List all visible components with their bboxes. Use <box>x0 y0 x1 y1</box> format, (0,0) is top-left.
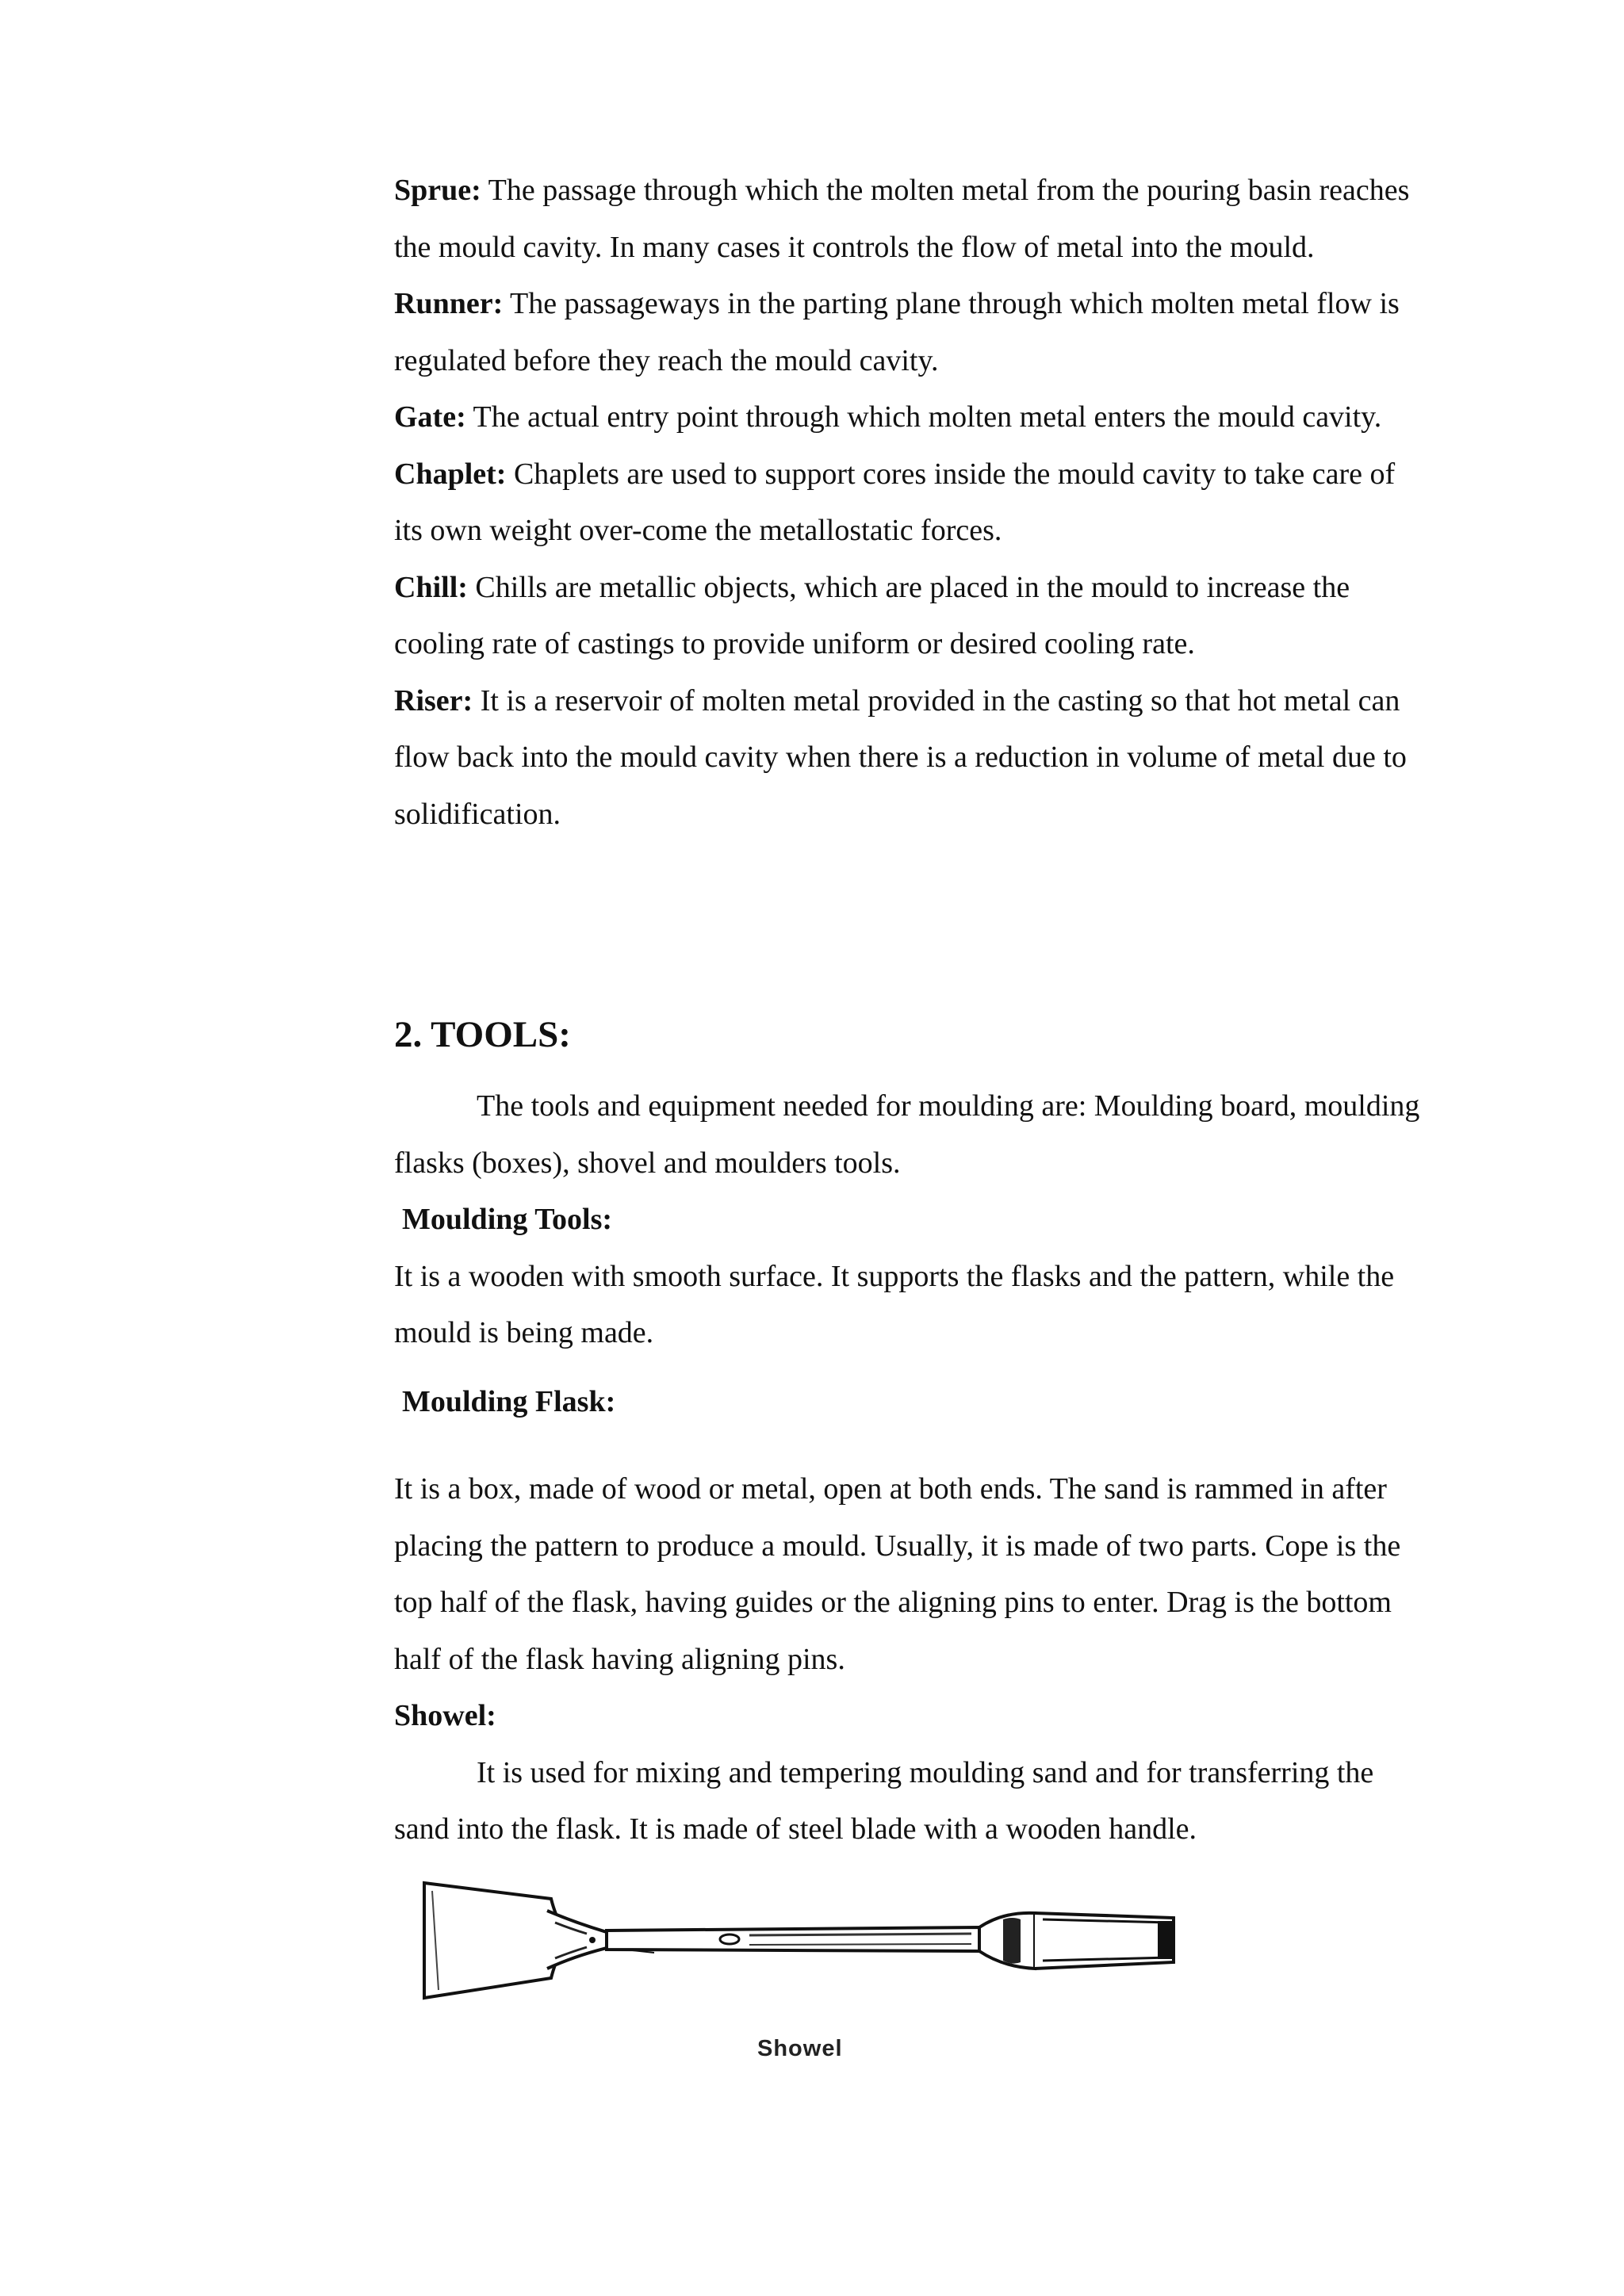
showel-heading: Showel: <box>394 1699 496 1732</box>
definition-text: The passage through which the molten metal from the pouring basin reaches the mould cavity. In many cases it controls the flow of metal into the mould. <box>394 174 1410 264</box>
definition-runner <box>394 276 1425 389</box>
tools-intro: The tools and equipment needed for moulding are: Moulding board, moulding flasks (boxes), shovel and moulders tools. <box>394 1089 1420 1180</box>
showel-text: It is used for mixing and tempering moulding sand and for transferring the sand into the flask. It is made of steel blade with a wooden handle. <box>394 1755 1374 1846</box>
definition-term: Gate: <box>394 400 466 434</box>
definition-term: Chill: <box>394 570 468 604</box>
section-heading-tools: 2. TOOLS: <box>394 1014 571 1055</box>
definition-term: Runner: <box>394 287 504 320</box>
tools-section <box>394 1078 1425 1362</box>
definition-chaplet <box>394 446 1425 560</box>
shovel-illustration-icon <box>416 1867 1193 2026</box>
definition-term: Sprue: <box>394 174 481 207</box>
definition-text: It is a reservoir of molten metal provided in the casting so that hot metal can flow back into the mould cavity when there is a reduction in volume of metal due to solidification. <box>394 683 1407 831</box>
moulding-flask-text: It is a box, made of wood or metal, open at both ends. The sand is rammed in after placing the pattern to produce a mould. Usually, it is made of two parts. Cope is the top half of the flask, having guides or the aligning pins to enter. Drag is the bottom half of the flask having aligning pins. <box>394 1472 1401 1676</box>
definition-riser <box>394 673 1425 844</box>
definition-gate <box>394 389 1425 446</box>
definitions-section <box>394 163 1425 843</box>
definition-text: The actual entry point through which molten metal enters the mould cavity. <box>465 400 1382 434</box>
definition-text: Chills are metallic objects, which are placed in the mould to increase the cooling rate of castings to provide uniform or desired cooling rate. <box>394 570 1350 660</box>
moulding-flask-section <box>394 1461 1425 1858</box>
figure-caption: Showel <box>757 2036 843 2061</box>
definition-sprue <box>394 163 1425 276</box>
definition-text: Chaplets are used to support cores inside the mould cavity to take care of its own weight over-come the metallostatic forces. <box>394 457 1396 547</box>
definition-term: Chaplet: <box>394 457 507 491</box>
moulding-tools-text: It is a wooden with smooth surface. It supports the flasks and the pattern, while the mould is being made. <box>394 1259 1395 1349</box>
definition-chill <box>394 560 1425 673</box>
definition-text: The passageways in the parting plane through which molten metal flow is regulated before they reach the mould cavity. <box>394 287 1400 377</box>
moulding-flask-heading: Moulding Flask: <box>402 1385 616 1418</box>
moulding-tools-heading: Moulding Tools: <box>402 1203 613 1236</box>
definition-term: Riser: <box>394 683 473 718</box>
